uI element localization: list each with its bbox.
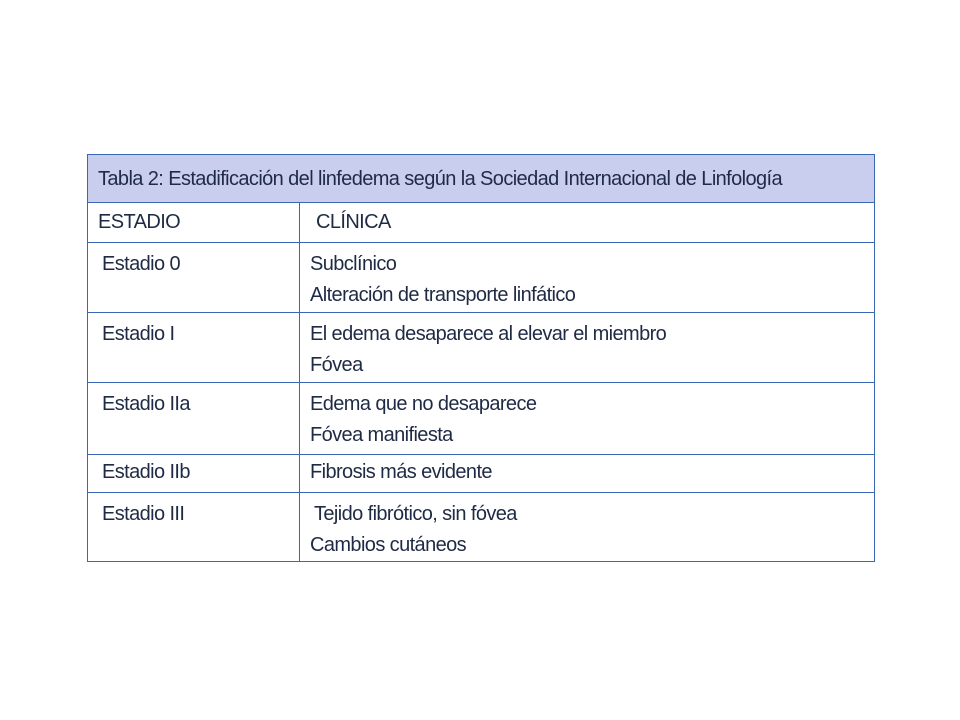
header-stage: ESTADIO	[98, 211, 181, 233]
clinical-line: Fóvea	[310, 354, 363, 376]
clinical-cell	[310, 457, 492, 488]
clinical-line: El edema desaparece al elevar el miembro	[310, 323, 667, 345]
column-divider	[299, 203, 300, 561]
table-row	[88, 455, 874, 493]
clinical-line: Edema que no desaparece	[310, 393, 537, 415]
stage-cell: Estadio 0	[102, 253, 180, 275]
clinical-line: Fibrosis más evidente	[310, 461, 492, 483]
stage-cell: Estadio IIb	[102, 461, 190, 483]
clinical-line: Cambios cutáneos	[310, 534, 467, 556]
table-row	[88, 383, 874, 455]
table-header-row	[88, 203, 874, 243]
staging-table	[87, 154, 875, 562]
stage-cell: Estadio IIa	[102, 393, 190, 415]
table-row	[88, 243, 874, 313]
clinical-cell	[310, 499, 517, 561]
clinical-cell	[310, 319, 666, 381]
stage-cell: Estadio I	[102, 323, 175, 345]
clinical-line: Fóvea manifiesta	[310, 424, 453, 446]
clinical-line: Tejido fibrótico, sin fóvea	[314, 503, 517, 525]
clinical-line: Alteración de transporte linfático	[310, 284, 576, 306]
clinical-line: Subclínico	[310, 253, 397, 275]
table-row	[88, 313, 874, 383]
header-clinical: CLÍNICA	[316, 211, 391, 233]
table-row	[88, 493, 874, 561]
table-title: Tabla 2: Estadificación del linfedema según la Sociedad Internacional de Linfología	[88, 155, 874, 203]
clinical-cell	[310, 389, 536, 451]
stage-cell: Estadio III	[102, 503, 185, 525]
clinical-cell	[310, 249, 575, 311]
